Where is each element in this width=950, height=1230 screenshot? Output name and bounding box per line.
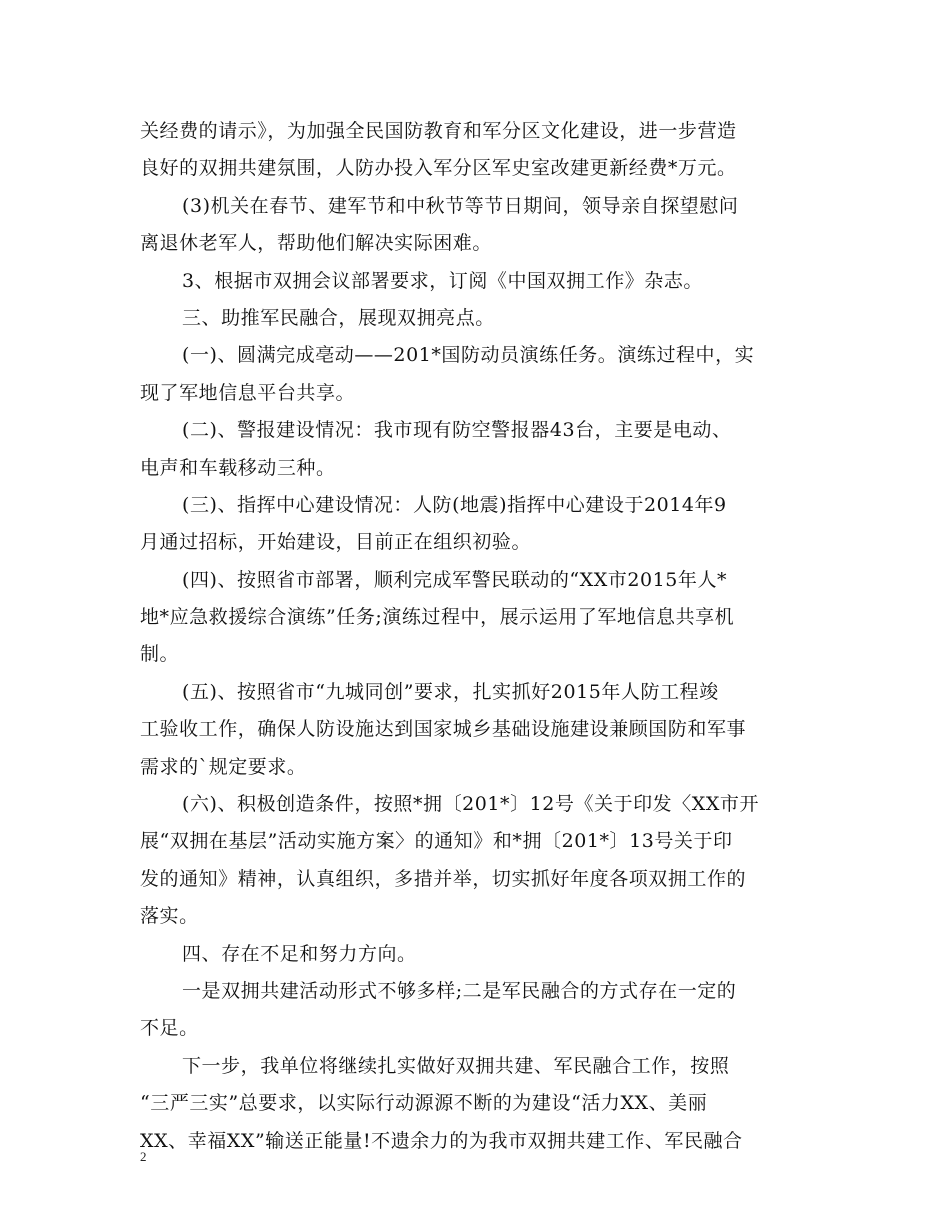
text-line: 四、存在不足和努力方向。 (182, 942, 417, 965)
text-line: (一)、圆满完成亳动——201*国防动员演练任务。演练过程中，实 (182, 344, 755, 367)
text-line: 地*应急救援综合演练”任务;演练过程中，展示运用了军地信息共享机 (140, 606, 735, 629)
text-line: 电声和车载移动三种。 (140, 456, 336, 479)
text-line: 展“双拥在基层”活动实施方案〉的通知》和*拥〔201*〕13号关于印 (140, 830, 733, 853)
text-line: 月通过招标，开始建设，目前正在组织初验。 (140, 531, 532, 554)
text-line: (3)机关在春节、建军节和中秋节等节日期间，领导亲自探望慰问 (182, 194, 739, 217)
text-line: 一是双拥共建活动形式不够多样;二是军民融合的方式存在一定的 (182, 979, 737, 1002)
text-line: 发的通知》精神，认真组织，多措并举，切实抓好年度各项双拥工作的 (140, 867, 747, 890)
text-line: (三)、指挥中心建设情况：人防(地震)指挥中心建设于2014年9 (182, 493, 727, 516)
text-line: (四)、按照省市部署，顺利完成军警民联动的“XX市2015年人* (182, 568, 728, 591)
document-body (140, 113, 812, 1160)
text-line: 三、助推军民融合，展现双拥亮点。 (182, 306, 495, 329)
text-line: (五)、按照省市“九城同创”要求，扎实抓好2015年人防工程竣 (182, 680, 719, 703)
text-line: (二)、警报建设情况：我市现有防空警报器43台，主要是电动、 (182, 419, 732, 442)
text-line: 现了军地信息平台共享。 (140, 381, 356, 404)
text-line: XX、幸福XX”输送正能量!不遗余力的为我市双拥共建工作、军民融合 (140, 1129, 743, 1152)
text-line: (六)、积极创造条件，按照*拥〔201*〕12号《关于印发〈XX市开 (182, 793, 760, 816)
text-line: 制。 (140, 643, 180, 666)
text-line: 需求的`规定要求。 (140, 755, 307, 778)
text-line: 良好的双拥共建氛围，人防办投入军分区军史室改建更新经费*万元。 (140, 157, 737, 180)
text-line: 工验收工作，确保人防设施达到国家城乡基础设施建设兼顾国防和军事 (140, 718, 747, 741)
text-line: “三严三实”总要求，以实际行动源源不断的为建设“活力XX、美丽 (140, 1092, 708, 1115)
text-line: 3、根据市双拥会议部署要求，订阅《中国双拥工作》杂志。 (182, 269, 703, 292)
text-line: 落实。 (140, 905, 199, 928)
text-line: 离退休老军人，帮助他们解决实际困难。 (140, 232, 492, 255)
page-number: 2 (140, 1149, 147, 1164)
text-line: 下一步，我单位将继续扎实做好双拥共建、军民融合工作，按照 (182, 1054, 730, 1077)
text-line: 不足。 (140, 1017, 199, 1040)
text-line: 关经费的请示》，为加强全民国防教育和军分区文化建设，进一步营造 (140, 120, 737, 142)
